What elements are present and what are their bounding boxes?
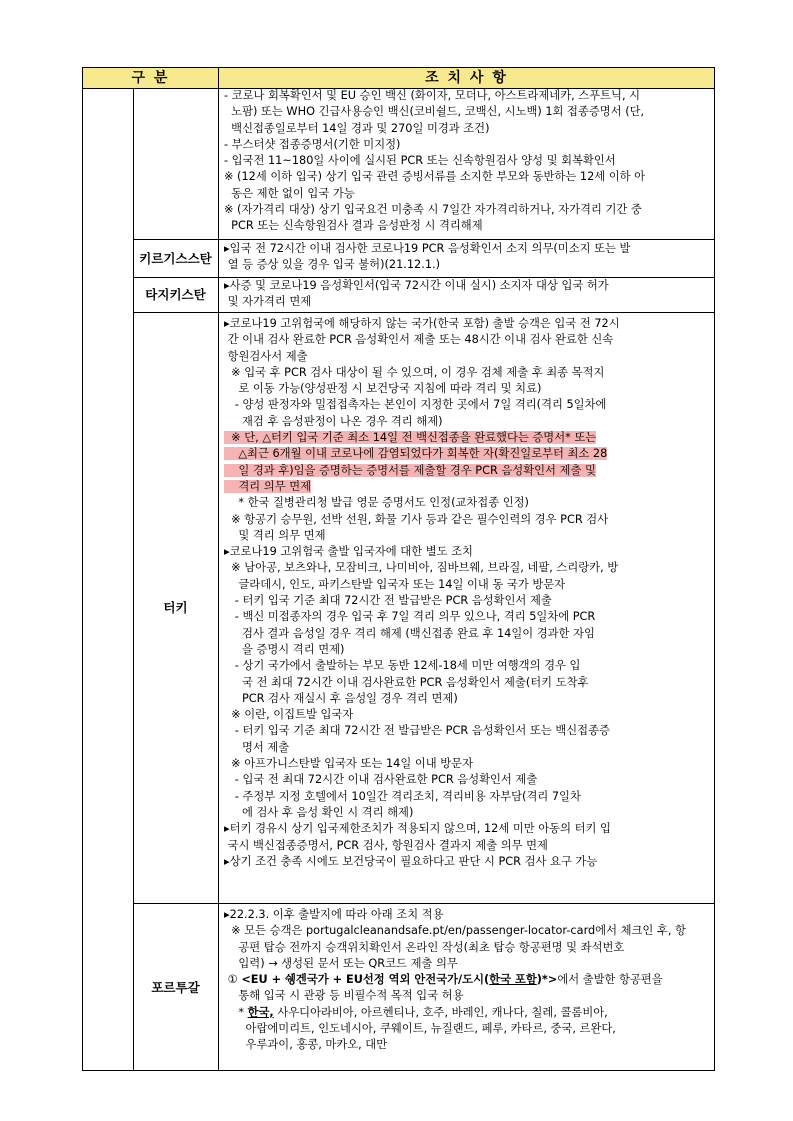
- row-divider: [133, 239, 714, 240]
- text-line: ▸입국 전 72시간 이내 검사한 코로나19 PCR 음성확인서 소지 의무(미소지 또는 발: [224, 242, 631, 255]
- circle-number: ①: [224, 973, 242, 987]
- highlight: ※ 단, △터키 입국 기준 최소 14일 전 백신접종을 완료했다는 증명서* 또는: [224, 431, 597, 445]
- portugal-measures: [224, 907, 709, 1054]
- plain-text: 사우디아라비아, 아르헨티나, 호주, 바레인, 캐나다, 칠레, 콜롬비아,: [273, 1005, 608, 1019]
- underlined-text: 한국 포함: [489, 973, 537, 987]
- country-tajikistan: 타지키스탄: [145, 287, 206, 302]
- text-line: 노팜) 또는 WHO 긴급사용승인 백신(코비쉴드, 코백신, 시노백) 1회 접종증명서 (단,: [224, 105, 645, 119]
- text-line: ※ 입국 후 PCR 검사 대상이 될 수 있으며, 이 경우 검체 제출 후 최종 목적지: [224, 365, 605, 379]
- turkey-measures: [224, 316, 709, 870]
- text-line: ※ 모든 승객은 portugalcleanandsafe.pt/en/passenger-locator-card에서 체크인 후, 항: [224, 924, 686, 938]
- text-line: - 코로나 회복확인서 및 EU 승인 백신 (화이자, 모더나, 아스트라제네카, 스푸트닉, 시: [224, 89, 641, 102]
- text-line: - 주정부 지정 호텔에서 10일간 격리조치, 격리비용 자부담(격리 7일차: [224, 789, 581, 803]
- table-header: [83, 68, 714, 89]
- text-line: ※ 항공기 승무원, 선박 선원, 화물 기사 등과 같은 필수인력의 경우 PCR 검사: [224, 512, 609, 526]
- text-line: - 부스터샷 접종증명서(기한 미지정): [224, 137, 401, 151]
- text-line: 에 검사 후 음성 확인 시 격리 해제): [224, 805, 414, 819]
- bold-text: )*>: [536, 973, 558, 987]
- column-divider-right: [218, 89, 219, 1070]
- highlighted-line: [224, 446, 709, 462]
- text-line: - 터키 입국 기준 최대 72시간 전 발급받은 PCR 음성확인서 또는 백신접종증: [224, 724, 610, 738]
- continued-measures: [224, 88, 709, 235]
- country-kyrgyzstan: 키르기스스탄: [139, 250, 212, 266]
- text-line: 동은 제한 없이 입국 가능: [224, 186, 355, 200]
- text-line: - 백신 미접종자의 경우 입국 후 7일 격리 의무 있으나, 격리 5일차에 PCR: [224, 610, 596, 624]
- text-line: ▸사증 및 코로나19 음성확인서(입국 72시간 이내 실시) 소지자 대상 입국 허가: [224, 279, 609, 292]
- row-divider: [133, 903, 714, 904]
- highlight: 격리 의무 면제: [224, 479, 312, 493]
- text-line: 간 이내 검사 완료한 PCR 음성확인서 제출 또는 48시간 이내 검사 완료한 신속: [224, 333, 614, 347]
- text-line: ※ 남아공, 보츠와나, 모잠비크, 나미비아, 짐바브웨, 브라질, 네팔, 스리랑카, 방: [224, 561, 619, 575]
- text-line: 국 전 최대 72시간 이내 검사완료한 PCR 음성확인서 제출(터키 도착후: [224, 675, 589, 689]
- text-line: - 상기 국가에서 출발하는 부모 동반 12세-18세 미만 여행객의 경우 입: [224, 659, 581, 673]
- country-portugal: 포르투갈: [151, 980, 200, 995]
- bold-text: <EU + 쉥겐국가 + EU선정 역외 안전국가/도시(: [241, 973, 490, 987]
- text-line: 글라데시, 인도, 파키스탄발 입국자 또는 14일 이내 동 국가 방문자: [224, 577, 566, 591]
- highlighted-line: [224, 430, 709, 446]
- text-line: 을 증명시 격리 면제): [224, 642, 345, 656]
- text-line: 재검 후 음성판정이 나온 경우 격리 해제): [224, 414, 443, 428]
- underlined-text: 한국,: [247, 1005, 274, 1019]
- kyrgyzstan-measures: [224, 241, 709, 274]
- text-line: 아랍에미리트, 인도네시아, 쿠웨이트, 뉴질랜드, 페루, 카타르, 중국, 르완다,: [224, 1022, 616, 1036]
- text-line: ▸코로나19 고위험국에 해당하지 않는 국가(한국 포함) 출발 승객은 입국 전 72시: [224, 317, 620, 330]
- text-line: PCR 또는 신속항원검사 결과 음성판정 시 격리해제: [224, 219, 483, 233]
- measures-table: [82, 67, 715, 1071]
- text-line: 및 자가격리 면제: [224, 295, 312, 309]
- text-line: 국시 백신접종증명서, PCR 검사, 항원검사 결과지 제출 의무 면제: [224, 838, 548, 852]
- text-line: - 터키 입국 기준 최대 72시간 전 발급받은 PCR 음성확인서 제출: [224, 594, 552, 608]
- text-line: ※ 이란, 이집트발 입국자: [224, 708, 354, 722]
- text-line: ※ 아프가니스탄발 입국자 또는 14일 이내 방문자: [224, 757, 474, 771]
- country-turkey: 터키: [163, 600, 188, 615]
- text-line: 항원검사서 제출: [224, 349, 308, 363]
- text-line: [224, 1005, 709, 1021]
- header-measures: 조 치 사 항: [218, 68, 714, 88]
- tajikistan-measures: [224, 278, 709, 311]
- text-line: 검사 결과 음성일 경우 격리 해제 (백신접종 완료 후 14일이 경과한 자임: [224, 626, 595, 640]
- text-line: ▸22.2.3. 이후 출발지에 따라 아래 조치 적용: [224, 908, 444, 921]
- plain-text: 에서 출발한 항공편을: [557, 973, 663, 987]
- text-line: 명서 제출: [224, 740, 290, 754]
- highlight: 일 경과 후)임을 증명하는 증명서를 제출할 경우 PCR 음성확인서 제출 및: [224, 463, 596, 477]
- text-line: * 한국 질병관리청 발급 영문 증명서도 인정(교차접종 인정): [224, 496, 529, 510]
- text-line: ▸코로나19 고위험국 출발 입국자에 대한 별도 조치: [224, 545, 473, 559]
- text-line: ▸터키 경유시 상기 입국제한조치가 적용되지 않으며, 12세 미만 아동의 터키 입: [224, 822, 611, 836]
- text-line: - 양성 판정자와 밀접접촉자는 본인이 지정한 곳에서 7일 격리(격리 5일차에: [224, 398, 607, 412]
- text-line: ▸상기 조건 충족 시에도 보건당국이 필요하다고 판단 시 PCR 검사 요구 가능: [224, 854, 598, 868]
- text-line: 통해 입국 시 관광 등 비필수적 목적 입국 허용: [224, 989, 464, 1003]
- text-line: ※ (12세 이하 입국) 상기 입국 관련 증빙서류를 소지한 부모와 동반하는 12세 이하 아: [224, 170, 646, 184]
- highlighted-line: [224, 479, 709, 495]
- text-line: 입력) → 생성된 문서 또는 QR코드 제출 의무: [224, 956, 458, 970]
- highlighted-line: [224, 463, 709, 479]
- text-line: 열 등 증상 있을 경우 입국 불허)(21.12.1.): [224, 258, 441, 272]
- text-line: 공편 탑승 전까지 승객위치확인서 온라인 작성(최초 탑승 항공편명 및 좌석번호: [224, 940, 625, 954]
- header-category: 구 분: [131, 70, 170, 86]
- highlight: △최근 6개월 이내 코로나에 감염되었다가 회복한 자(확진일로부터 최소 28: [224, 447, 608, 461]
- text-line: - 입국 전 최대 72시간 이내 검사완료한 PCR 음성확인서 제출: [224, 773, 538, 787]
- text-line: 백신접종일로부터 14일 경과 및 270일 미경과 조건): [224, 121, 490, 135]
- text-line: PCR 검사 재실시 후 음성일 경우 격리 면제): [224, 691, 458, 705]
- text-line: [224, 972, 709, 988]
- text-line: 우루과이, 홍콩, 마카오, 대만: [224, 1038, 388, 1052]
- asterisk: *: [224, 1005, 248, 1019]
- row-divider: [133, 312, 714, 313]
- text-line: 로 이동 가능(양성판정 시 보건당국 지침에 따라 격리 및 치료): [224, 382, 542, 396]
- text-line: - 입국전 11~180일 사이에 실시된 PCR 또는 신속항원검사 양성 및 회복확인서: [224, 154, 616, 168]
- text-line: ※ (자가격리 대상) 상기 입국요건 미충족 시 7일간 자가격리하거나, 자가격리 기간 중: [224, 203, 642, 217]
- text-line: 및 격리 의무 면제: [224, 528, 326, 542]
